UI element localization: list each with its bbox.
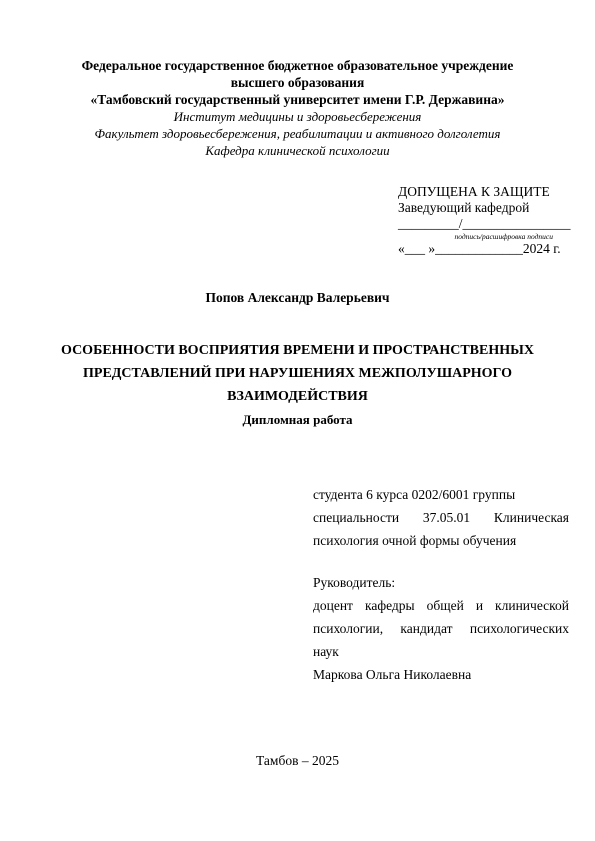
student-line-1: студента 6 курса 0202/6001 группы [313,487,516,502]
approval-head: Заведующий кафедрой [398,200,530,215]
author-name: Попов Александр Валерьевич [205,290,390,305]
work-type: Дипломная работа [242,412,353,427]
supervisor-name: Маркова Ольга Николаевна [313,667,472,682]
thesis-title-line-2: ПРЕДСТАВЛЕНИЙ ПРИ НАРУШЕНИЯХ МЕЖПОЛУШАРНОГО [83,366,512,381]
approval-title: ДОПУЩЕНА К ЗАЩИТЕ [398,184,550,199]
thesis-title [0,339,595,408]
thesis-title-line-1: ОСОБЕННОСТИ ВОСПРИЯТИЯ ВРЕМЕНИ И ПРОСТРАНСТВЕННЫХ [61,343,534,358]
supervisor-line-2: психологии, кандидат психологических [313,621,569,636]
approval-date-line: «___ »_____________2024 г. [398,241,561,256]
signature-line: _________/________________ [398,216,571,231]
institution-header [0,57,595,159]
student-line-2: специальности 37.05.01 Клиническая [313,510,569,525]
signature-caption: подпись/расшифровка подписи [454,232,553,241]
student-info [313,483,569,552]
student-line-3: психология очной формы обучения [313,533,517,548]
header-line-2: высшего образования [230,75,365,90]
supervisor-info [313,571,569,686]
faculty-name: Факультет здоровьесбережения, реабилитации и активного долголетия [94,126,501,141]
supervisor-label: Руководитель: [313,575,396,590]
institute-name: Институт медицины и здоровьесбережения [173,109,422,124]
university-name: «Тамбовский государственный университет имени Г.Р. Державина» [90,92,505,107]
supervisor-line-3: наук [313,644,339,659]
approval-block [398,184,573,257]
department-name: Кафедра клинической психологии [205,143,390,158]
header-line-1: Федеральное государственное бюджетное образовательное учреждение [81,58,514,73]
supervisor-line-1: доцент кафедры общей и клинической [313,598,569,613]
city-year: Тамбов – 2025 [256,753,339,768]
thesis-title-line-3: ВЗАИМОДЕЙСТВИЯ [227,389,368,404]
